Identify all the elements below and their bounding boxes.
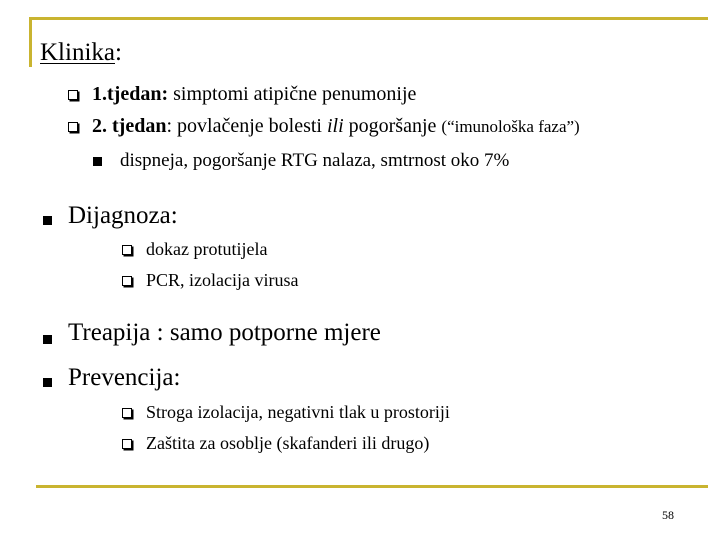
hollow-bullet-icon [68, 90, 78, 100]
hollow-bullet-icon [122, 439, 132, 449]
clinical-item-2-text: : povlačenje bolesti [166, 115, 327, 137]
title-colon: : [115, 39, 122, 66]
clinical-item-1-text: simptomi atipične penumonije [168, 83, 417, 105]
title-word: Klinika [40, 39, 115, 66]
section-heading-diagnosis: Dijagnoza: [68, 202, 178, 229]
clinical-item-2-label: 2. tjedan [92, 115, 167, 137]
hollow-bullet-icon [122, 276, 132, 286]
slide-title [40, 38, 122, 68]
square-bullet-icon [43, 216, 52, 225]
diagnosis-item-1: dokaz protutijela [146, 239, 268, 259]
hollow-bullet-icon [68, 122, 78, 132]
page-number: 58 [662, 508, 674, 522]
clinical-item-2-italic: ili [326, 115, 344, 137]
section-heading-therapy: Treapija : samo potporne mjere [68, 319, 381, 346]
square-bullet-icon [93, 157, 102, 166]
clinical-item-2-note: (“imunološka faza”) [441, 117, 580, 136]
clinical-item-1-label: 1.tjedan: [92, 83, 169, 105]
diagnosis-item-2: PCR, izolacija virusa [146, 270, 299, 290]
square-bullet-icon [43, 335, 52, 344]
top-rule [29, 17, 708, 20]
hollow-bullet-icon [122, 245, 132, 255]
prevention-item-1: Stroga izolacija, negativni tlak u prostoriji [146, 402, 450, 422]
clinical-item-2 [92, 114, 580, 139]
section-heading-prevention: Prevencija: [68, 364, 181, 391]
prevention-item-2: Zaštita za osoblje (skafanderi ili drugo) [146, 433, 430, 453]
clinical-item-2-text-2: pogoršanje [343, 115, 442, 137]
hollow-bullet-icon [122, 408, 132, 418]
square-bullet-icon [43, 378, 52, 387]
clinical-sub-item: dispneja, pogoršanje RTG nalaza, smtrnost oko 7% [120, 150, 510, 171]
bottom-rule [36, 485, 708, 488]
left-rule [29, 17, 32, 67]
clinical-item-1 [92, 82, 416, 106]
